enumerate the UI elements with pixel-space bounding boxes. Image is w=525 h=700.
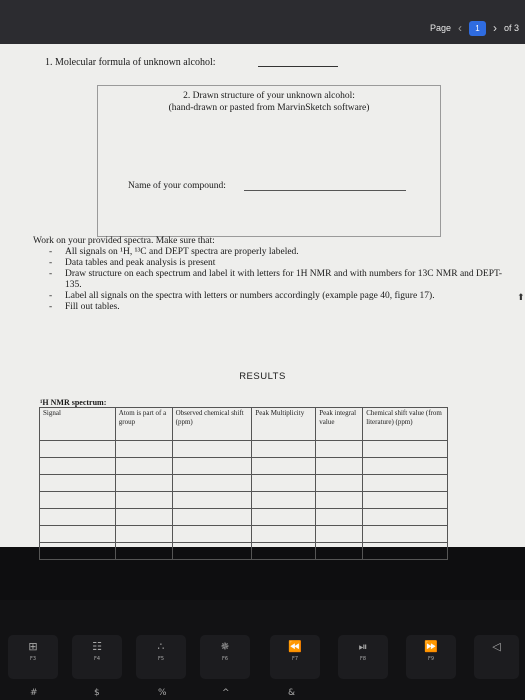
table-cell[interactable] (316, 543, 363, 560)
key-4[interactable]: $ (94, 688, 100, 698)
table-cell[interactable] (363, 543, 448, 560)
key-label: F6 (221, 656, 229, 662)
table-cell[interactable] (363, 441, 448, 458)
key-6[interactable]: ^ (222, 688, 230, 698)
table-row (40, 458, 448, 475)
fast-forward-icon: ⏩ (424, 640, 438, 653)
instruction-item: - Label all signals on the spectra with letters or numbers accordingly (example page 40, figure 17). (33, 291, 503, 302)
f5-key[interactable] (136, 635, 186, 679)
f4-key[interactable] (72, 635, 122, 679)
table-cell[interactable] (172, 475, 252, 492)
table-cell[interactable] (172, 458, 252, 475)
structure-drawing-box (97, 85, 441, 237)
instruction-list (33, 247, 503, 313)
play-pause-icon: ⏯ (358, 640, 368, 653)
table-cell[interactable] (115, 543, 172, 560)
table-cell[interactable] (316, 526, 363, 543)
table-cell[interactable] (316, 458, 363, 475)
table-cell[interactable] (115, 458, 172, 475)
f7-key[interactable] (270, 635, 320, 679)
table-cell[interactable] (363, 509, 448, 526)
hnmr-spectrum-label: ¹H NMR spectrum: (40, 398, 107, 407)
key-7[interactable]: & (288, 688, 296, 698)
key-label: F4 (93, 656, 101, 662)
key-5[interactable]: % (158, 688, 167, 698)
table-cell[interactable] (252, 475, 316, 492)
table-cell[interactable] (172, 526, 252, 543)
mission-control-icon: ⊞ (28, 640, 38, 653)
table-cell[interactable] (252, 509, 316, 526)
mouse-cursor-icon: ⬆ (517, 293, 525, 303)
table-cell[interactable] (252, 492, 316, 509)
table-cell[interactable] (316, 509, 363, 526)
instruction-item: - Data tables and peak analysis is present (33, 258, 503, 269)
key-label: F3 (29, 656, 37, 662)
table-cell[interactable] (363, 492, 448, 509)
instruction-item: - All signals on ¹H, ¹³C and DEPT spectra are properly labeled. (33, 247, 503, 258)
current-page-input[interactable]: 1 (469, 21, 486, 36)
viewer-toolbar (0, 0, 525, 44)
laptop-keyboard (0, 600, 525, 700)
table-cell[interactable] (40, 441, 116, 458)
table-cell[interactable] (115, 526, 172, 543)
f6-key[interactable] (200, 635, 250, 679)
document-page (0, 44, 525, 547)
column-header: Chemical shift value (from literature) (ppm) (363, 408, 448, 441)
table-cell[interactable] (40, 509, 116, 526)
table-cell[interactable] (316, 492, 363, 509)
compound-name-label: Name of your compound: (128, 181, 226, 191)
column-header: Observed chemical shift (ppm) (172, 408, 252, 441)
page-label: Page (429, 23, 451, 33)
table-cell[interactable] (40, 458, 116, 475)
key-label: F8 (359, 656, 367, 662)
table-cell[interactable] (115, 475, 172, 492)
instructions-intro: Work on your provided spectra. Make sure that: (33, 236, 215, 246)
table-cell[interactable] (252, 526, 316, 543)
table-row (40, 492, 448, 509)
table-cell[interactable] (363, 526, 448, 543)
f8-key[interactable] (338, 635, 388, 679)
column-header: Peak integral value (316, 408, 363, 441)
next-page-icon[interactable]: › (492, 21, 497, 35)
results-heading: RESULTS (239, 371, 286, 382)
f3-key[interactable] (8, 635, 58, 679)
table-cell[interactable] (316, 475, 363, 492)
molecular-formula-answer-line (258, 66, 338, 67)
mute-icon: ◁ (492, 640, 501, 653)
table-cell[interactable] (252, 441, 316, 458)
prev-page-icon[interactable]: ‹ (457, 21, 462, 35)
table-header-row (40, 408, 448, 441)
launchpad-icon: ☷ (92, 640, 102, 653)
hnmr-data-table (39, 407, 448, 560)
table-cell[interactable] (40, 526, 116, 543)
table-cell[interactable] (115, 492, 172, 509)
instruction-item: - Fill out tables. (33, 302, 503, 313)
instruction-item: - Draw structure on each spectrum and label it with letters for 1H NMR and with numbers for 13C NMR and DEPT-135. (33, 269, 503, 291)
table-cell[interactable] (172, 492, 252, 509)
column-header: Signal (40, 408, 116, 441)
table-cell[interactable] (172, 543, 252, 560)
question-1-label: 1. Molecular formula of unknown alcohol: (45, 57, 216, 68)
table-cell[interactable] (115, 509, 172, 526)
table-row (40, 526, 448, 543)
keyboard-brightness-down-icon: ∴ (157, 640, 165, 653)
table-cell[interactable] (252, 543, 316, 560)
column-header: Peak Multiplicity (252, 408, 316, 441)
f10-key[interactable] (474, 635, 519, 679)
page-navigator (430, 18, 519, 38)
f9-key[interactable] (406, 635, 456, 679)
key-label: F5 (157, 656, 165, 662)
table-cell[interactable] (40, 543, 116, 560)
key-label: F9 (427, 656, 435, 662)
table-cell[interactable] (172, 509, 252, 526)
table-row (40, 441, 448, 458)
table-cell[interactable] (363, 475, 448, 492)
question-2-title: 2. Drawn structure of your unknown alcohol: (183, 91, 355, 101)
instructions (33, 236, 503, 313)
table-cell[interactable] (316, 441, 363, 458)
table-cell[interactable] (363, 458, 448, 475)
table-cell[interactable] (172, 441, 252, 458)
total-pages: of 3 (503, 23, 519, 33)
table-cell[interactable] (40, 475, 116, 492)
table-row (40, 475, 448, 492)
question-2-subtitle: (hand-drawn or pasted from MarvinSketch software) (168, 103, 370, 113)
table-cell[interactable] (40, 492, 116, 509)
table-row (40, 543, 448, 560)
compound-name-answer-line (244, 190, 406, 191)
rewind-icon: ⏪ (288, 640, 302, 653)
question-2-label (98, 90, 440, 114)
key-3[interactable]: # (30, 688, 38, 698)
key-label: F7 (291, 656, 299, 662)
column-header: Atom is part of a group (115, 408, 172, 441)
table-cell[interactable] (252, 458, 316, 475)
table-row (40, 509, 448, 526)
keyboard-brightness-up-icon: ✵ (220, 640, 230, 653)
table-cell[interactable] (115, 441, 172, 458)
